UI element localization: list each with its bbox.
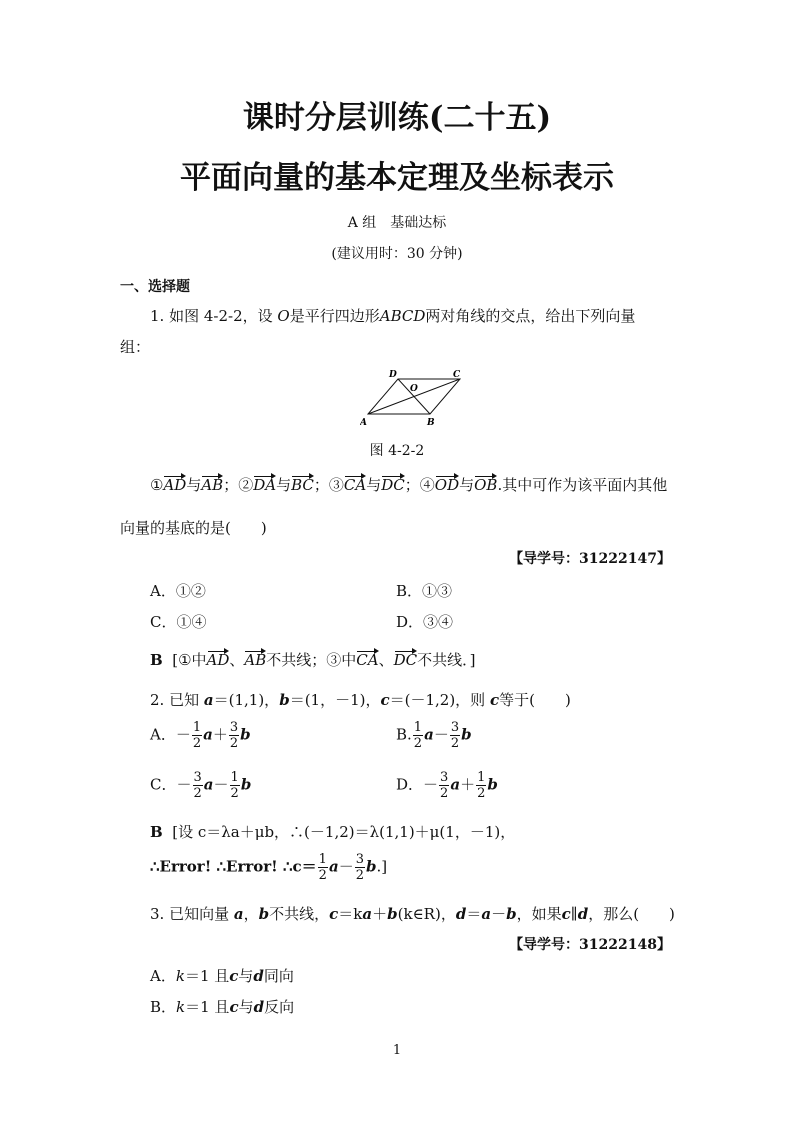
vector-a: a xyxy=(362,905,373,923)
option-text: ＝1 且 xyxy=(184,967,230,985)
sign: － xyxy=(176,775,192,794)
q1-option-d: D．③④ xyxy=(396,613,454,631)
vector-a: a xyxy=(203,725,213,744)
vector-ob: OB xyxy=(474,472,497,494)
page-number: 1 xyxy=(392,1043,402,1058)
suggested-time: (建议用时：30 分钟) xyxy=(331,246,463,262)
denominator: 2 xyxy=(450,736,460,751)
denominator: 2 xyxy=(318,868,327,883)
denominator: 2 xyxy=(440,786,449,801)
vector-d: d xyxy=(253,967,264,985)
fraction xyxy=(413,720,423,751)
denominator: 2 xyxy=(477,786,486,801)
q1-option-b: B．①③ xyxy=(396,582,453,600)
q2-tail: 等于( ) xyxy=(499,691,571,709)
label-b: B xyxy=(427,418,435,427)
q2-option-a xyxy=(150,720,251,751)
q1-stem-line4: 向量的基底的是( ) xyxy=(120,519,267,537)
q2-a-value: ＝(1,1)， xyxy=(213,691,280,709)
label-o: O xyxy=(410,384,418,394)
word-and: 与 xyxy=(276,476,292,494)
option-label: C． xyxy=(150,775,177,794)
fraction xyxy=(439,770,449,801)
operator: － xyxy=(338,857,354,876)
q1-point-o: O xyxy=(277,307,290,325)
q2-b-value: ＝(1，－1)， xyxy=(289,691,381,709)
vector-c: c xyxy=(380,691,390,709)
q2-answer-letter: B xyxy=(150,823,163,841)
comma: ， xyxy=(243,905,259,923)
vector-a: a xyxy=(481,905,492,923)
q2-c-value: ＝(－1,2)，则 xyxy=(389,691,486,709)
fraction xyxy=(229,720,239,751)
numerator: 3 xyxy=(355,852,364,867)
operator: － xyxy=(213,775,229,794)
q3-stem xyxy=(150,903,675,924)
q2-stem xyxy=(150,689,571,710)
numerator: 1 xyxy=(318,852,327,867)
vector-c: c xyxy=(229,967,239,985)
denominator: 2 xyxy=(355,868,364,883)
parallel-symbol: ∥ xyxy=(570,905,578,923)
vector-d: d xyxy=(253,998,265,1016)
q1-number: 1. xyxy=(150,307,165,325)
q1-reference-number: 【导学号：31222147】 xyxy=(509,551,671,567)
q2-answer-text: [设 c＝λa＋μb，∴(－1,2)＝λ(1,1)＋μ(1，－1)， xyxy=(172,823,516,841)
q3-text: ＝k xyxy=(338,905,363,923)
vector-ad: AD xyxy=(207,647,230,669)
vector-od: OD xyxy=(435,472,459,494)
q3-text: (k∈R)， xyxy=(397,905,456,923)
option-label: B． xyxy=(150,998,177,1016)
vector-ab: AB xyxy=(201,472,223,494)
group-label: A 组 基础达标 xyxy=(347,215,447,231)
q3-option-b xyxy=(150,996,294,1017)
vector-a: a xyxy=(450,775,461,794)
q1-vector-groups xyxy=(150,472,667,495)
numerator: 3 xyxy=(440,770,449,785)
fraction xyxy=(193,770,203,801)
circled-3: ③ xyxy=(328,476,344,494)
vector-a: a xyxy=(424,725,434,744)
option-label: B. xyxy=(396,725,412,744)
vector-c: c xyxy=(561,905,571,923)
q2-answer-end: .] xyxy=(376,857,388,876)
sign: － xyxy=(423,775,439,794)
vector-b: b xyxy=(365,857,377,876)
label-c: C xyxy=(453,370,461,380)
fraction xyxy=(476,770,486,801)
separator: ； xyxy=(223,476,239,494)
vector-b: b xyxy=(279,691,290,709)
denominator: 2 xyxy=(229,736,239,751)
page-title: 课时分层训练(二十五) xyxy=(242,100,552,136)
q2-answer-line2 xyxy=(150,852,387,883)
option-text: 与 xyxy=(238,998,254,1016)
vector-a: a xyxy=(203,691,214,709)
word-and: 与 xyxy=(186,476,202,494)
vector-ca: CA xyxy=(356,647,378,669)
q3-option-a xyxy=(150,965,294,986)
vector-d: d xyxy=(455,905,467,923)
numerator: 1 xyxy=(192,720,202,735)
option-text: 反向 xyxy=(264,998,295,1016)
q2-answer-error-text: ∴Error! ∴Error! ∴c＝ xyxy=(150,857,317,876)
numerator: 1 xyxy=(230,770,239,785)
denominator: 2 xyxy=(193,786,202,801)
vector-dc: DC xyxy=(394,647,418,669)
vector-a: a xyxy=(203,775,214,794)
q3-text: 不共线， xyxy=(269,905,330,923)
vector-ab: AB xyxy=(244,647,266,669)
circled-4: ④ xyxy=(419,476,435,494)
q1-option-a: A．①② xyxy=(150,582,206,600)
numerator: 1 xyxy=(477,770,486,785)
fraction xyxy=(192,720,202,751)
q2-known: 已知 xyxy=(169,691,200,709)
q1-abcd: ABCD xyxy=(379,307,426,325)
vector-c: c xyxy=(489,691,500,709)
vector-b: b xyxy=(461,725,472,744)
q2-option-d xyxy=(396,770,498,801)
label-a: A xyxy=(360,418,367,427)
vector-dc: DC xyxy=(381,472,405,494)
q2-option-c xyxy=(150,770,251,801)
option-label: D． xyxy=(396,775,424,794)
vector-d: d xyxy=(577,905,589,923)
operator: ＋ xyxy=(212,725,228,744)
operator: － xyxy=(433,725,449,744)
comma: 、 xyxy=(378,651,394,669)
section-heading: 一、选择题 xyxy=(120,279,190,295)
q3-reference-number: 【导学号：31222148】 xyxy=(509,937,671,953)
vector-bc: BC xyxy=(291,472,314,494)
option-text: 与 xyxy=(238,967,254,985)
q2-option-b xyxy=(396,720,472,751)
fraction xyxy=(318,852,328,883)
vector-a: a xyxy=(328,857,339,876)
label-d: D xyxy=(389,370,397,380)
vector-b: b xyxy=(240,725,251,744)
comma: 、 xyxy=(229,651,245,669)
option-label: A． xyxy=(150,967,176,985)
vector-ca: CA xyxy=(344,472,366,494)
q2-number: 2. xyxy=(150,691,165,709)
fraction xyxy=(355,852,365,883)
q1-answer-mid: 不共线；③中 xyxy=(266,651,357,669)
vector-c: c xyxy=(229,998,239,1016)
denominator: 2 xyxy=(413,736,423,751)
numerator: 3 xyxy=(229,720,239,735)
vector-c: c xyxy=(329,905,339,923)
fraction xyxy=(230,770,240,801)
sign: － xyxy=(175,725,191,744)
q1-stem-c: 两对角线的交点，给出下列向量 xyxy=(425,307,636,325)
operator: ＝ xyxy=(466,905,482,923)
figure-caption: 图 4-2-2 xyxy=(369,443,425,459)
vector-b: b xyxy=(487,775,498,794)
q2-answer-line1 xyxy=(150,821,515,842)
vector-a: a xyxy=(233,905,244,923)
page-subtitle: 平面向量的基本定理及坐标表示 xyxy=(180,160,614,196)
word-and: 与 xyxy=(366,476,382,494)
separator: ； xyxy=(313,476,329,494)
numerator: 3 xyxy=(193,770,202,785)
denominator: 2 xyxy=(230,786,239,801)
vector-da: DA xyxy=(253,472,276,494)
q1-stem-a: 如图 4-2-2，设 xyxy=(169,307,273,325)
operator: ＋ xyxy=(460,775,476,794)
numerator: 3 xyxy=(450,720,460,735)
fraction xyxy=(450,720,460,751)
q1-answer-open: [①中 xyxy=(172,651,207,669)
q1-option-c: C．①④ xyxy=(150,613,207,631)
option-label: A． xyxy=(150,725,176,744)
variable-k: k xyxy=(176,998,186,1016)
vector-b: b xyxy=(258,905,270,923)
numerator: 1 xyxy=(413,720,423,735)
q1-stem-line1 xyxy=(150,305,635,326)
parallelogram-figure xyxy=(360,367,470,427)
vector-b: b xyxy=(240,775,252,794)
vector-b: b xyxy=(387,905,398,923)
circled-2: ② xyxy=(238,476,254,494)
option-text: ＝1 且 xyxy=(185,998,230,1016)
variable-k: k xyxy=(175,967,185,985)
vector-b: b xyxy=(506,905,517,923)
q1-answer-letter: B xyxy=(150,651,163,669)
operator: ＋ xyxy=(372,905,388,923)
q3-text: ，如果 xyxy=(516,905,562,923)
word-and: 与 xyxy=(459,476,475,494)
q1-stem-b: 是平行四边形 xyxy=(289,307,380,325)
vector-ad: AD xyxy=(163,472,186,494)
q3-text: 已知向量 xyxy=(169,905,230,923)
q1-answer xyxy=(150,647,476,670)
q1-groups-tail: .其中可作为该平面内其他 xyxy=(497,476,668,494)
q3-number: 3. xyxy=(150,905,165,923)
option-text: 同向 xyxy=(263,967,294,985)
circled-1: ① xyxy=(150,476,164,494)
denominator: 2 xyxy=(192,736,202,751)
q1-answer-end: 不共线．] xyxy=(417,651,476,669)
q3-text: ，那么( ) xyxy=(588,905,675,923)
q1-stem-line2: 组： xyxy=(120,338,151,356)
separator: ； xyxy=(404,476,420,494)
operator: － xyxy=(491,905,507,923)
